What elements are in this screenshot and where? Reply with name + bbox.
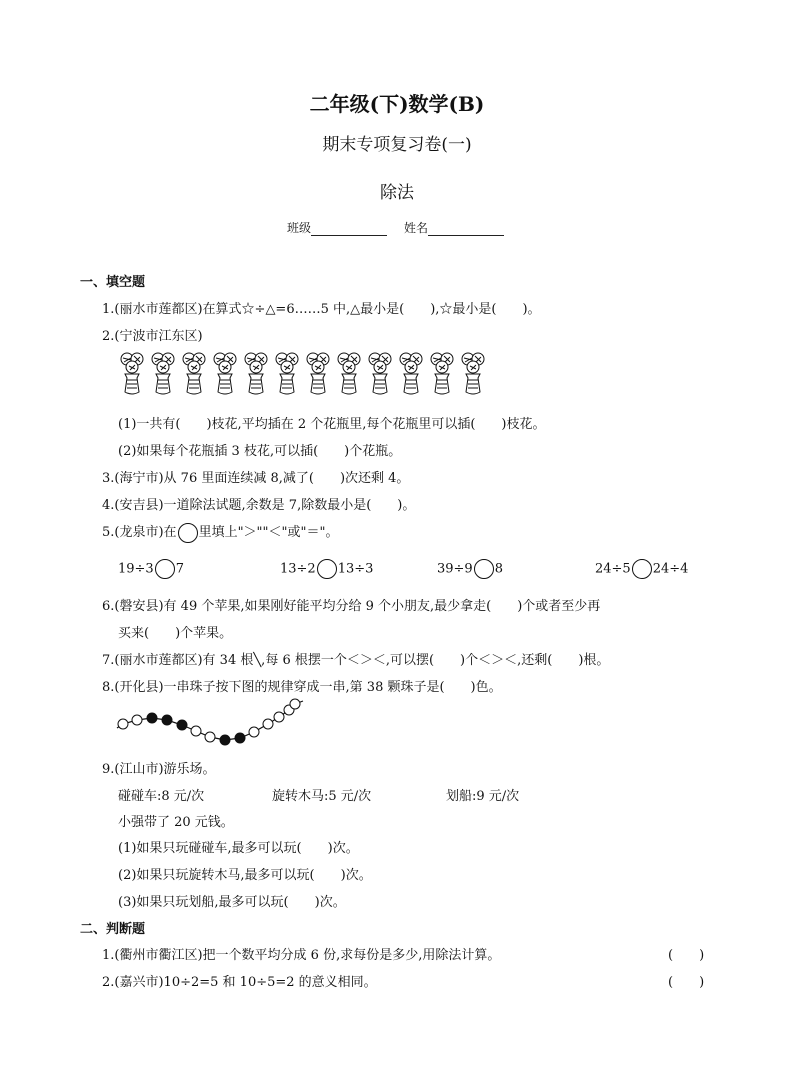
price-bumper-cars: 碰碰车:8 元/次 bbox=[118, 789, 205, 804]
section-judge-heading: 二、判断题 bbox=[80, 922, 146, 937]
page-subtitle: 期末专项复习卷(一) bbox=[322, 135, 472, 155]
flower-vase-icon bbox=[304, 350, 332, 398]
fill-question-5 bbox=[102, 521, 338, 543]
flower-vase-icon bbox=[242, 350, 270, 398]
section-fill-heading: 一、填空题 bbox=[80, 275, 146, 290]
fill-question-6-line2: 买来( )个苹果。 bbox=[118, 626, 233, 641]
fill-question-9-3: (3)如果只玩划船,最多可以玩( )次。 bbox=[118, 895, 346, 910]
fill-question-2: 2.(宁波市江东区) bbox=[102, 329, 203, 344]
fill-question-9-2: (2)如果只玩旋转木马,最多可以玩( )次。 bbox=[118, 868, 372, 883]
compare-left: 19÷3 bbox=[118, 561, 154, 577]
q5-suffix: 里填上"＞""＜"或"＝"。 bbox=[198, 525, 339, 540]
compare-circle-blank[interactable] bbox=[632, 559, 652, 579]
fill-question-9-1: (1)如果只玩碰碰车,最多可以玩( )次。 bbox=[118, 841, 359, 856]
compare-circle-blank[interactable] bbox=[155, 559, 175, 579]
bead-icon bbox=[162, 715, 172, 725]
bead-icon bbox=[132, 715, 142, 725]
bead-string-figure bbox=[115, 698, 305, 750]
flower-vase-icon bbox=[459, 350, 487, 398]
judge-question-1: 1.(衢州市衢江区)把一个数平均分成 6 份,求每份是多少,用除法计算。 bbox=[102, 948, 501, 963]
compare-right: 7 bbox=[175, 561, 184, 577]
flower-vase-icon bbox=[366, 350, 394, 398]
name-blank[interactable] bbox=[428, 223, 504, 236]
fill-question-7: 7.(丽水市莲都区)有 34 根╲,每 6 根摆一个＜＞＜,可以摆( )个＜＞＜,还剩( )根。 bbox=[102, 653, 610, 668]
bead-icon bbox=[118, 719, 128, 729]
compare-item bbox=[437, 559, 503, 579]
flower-vase-icon bbox=[180, 350, 208, 398]
compare-circle-blank[interactable] bbox=[474, 559, 494, 579]
bead-icon bbox=[249, 727, 259, 737]
fill-question-9: 9.(江山市)游乐场。 bbox=[102, 762, 216, 777]
compare-left: 13÷2 bbox=[280, 561, 316, 577]
topic-heading: 除法 bbox=[380, 183, 414, 203]
flower-vase-row bbox=[118, 350, 498, 400]
price-carousel: 旋转木马:5 元/次 bbox=[272, 789, 372, 804]
compare-right: 8 bbox=[494, 561, 503, 577]
bead-icon bbox=[177, 720, 187, 730]
fill-question-8: 8.(开化县)一串珠子按下图的规律穿成一串,第 38 颗珠子是( )色。 bbox=[102, 680, 502, 695]
judge-answer-blank-1[interactable]: ( ) bbox=[668, 948, 705, 963]
name-label: 姓名 bbox=[404, 221, 429, 235]
flower-vase-icon bbox=[428, 350, 456, 398]
bead-icon bbox=[191, 726, 201, 736]
bead-icon bbox=[263, 719, 273, 729]
page-title: 二年级(下)数学(B) bbox=[309, 92, 485, 116]
fill-question-4: 4.(安吉县)一道除法试题,余数是 7,除数最小是( )。 bbox=[102, 498, 416, 513]
bead-icon bbox=[274, 712, 284, 722]
compare-circle-icon bbox=[178, 523, 198, 543]
bead-icon bbox=[235, 733, 245, 743]
price-boat: 划船:9 元/次 bbox=[446, 789, 520, 804]
compare-right: 13÷3 bbox=[337, 561, 374, 577]
fill-question-6-line1: 6.(磐安县)有 49 个苹果,如果刚好能平均分给 9 个小朋友,最少拿走( )个或者至少再 bbox=[102, 599, 601, 614]
flower-vase-icon bbox=[397, 350, 425, 398]
compare-right: 24÷4 bbox=[652, 561, 689, 577]
flower-vase-icon bbox=[335, 350, 363, 398]
fill-question-1: 1.(丽水市莲都区)在算式☆÷△=6……5 中,△最小是( ),☆最小是( )。 bbox=[102, 302, 541, 317]
bead-icon bbox=[205, 732, 215, 742]
judge-question-2: 2.(嘉兴市)10÷2=5 和 10÷5=2 的意义相同。 bbox=[102, 975, 377, 990]
compare-item bbox=[280, 559, 373, 579]
flower-vase-icon bbox=[118, 350, 146, 398]
compare-item bbox=[595, 559, 688, 579]
compare-left: 24÷5 bbox=[595, 561, 631, 577]
bead-icon bbox=[220, 735, 230, 745]
judge-answer-blank-2[interactable]: ( ) bbox=[668, 975, 705, 990]
compare-left: 39÷9 bbox=[437, 561, 473, 577]
class-field bbox=[287, 219, 387, 236]
flower-vase-icon bbox=[273, 350, 301, 398]
fill-question-3: 3.(海宁市)从 76 里面连续减 8,减了( )次还剩 4。 bbox=[102, 471, 410, 486]
q9-money: 小强带了 20 元钱。 bbox=[118, 815, 234, 830]
q5-prefix: 5.(龙泉市)在 bbox=[102, 525, 177, 540]
compare-circle-blank[interactable] bbox=[317, 559, 337, 579]
bead-icon bbox=[290, 699, 300, 709]
class-blank[interactable] bbox=[311, 223, 387, 236]
flower-vase-icon bbox=[149, 350, 177, 398]
class-label: 班级 bbox=[287, 221, 312, 235]
fill-question-2-1: (1)一共有( )枝花,平均插在 2 个花瓶里,每个花瓶里可以插( )枝花。 bbox=[118, 417, 546, 432]
compare-item bbox=[118, 559, 184, 579]
fill-question-2-2: (2)如果每个花瓶插 3 枝花,可以插( )个花瓶。 bbox=[118, 444, 402, 459]
name-field bbox=[404, 219, 504, 236]
bead-icon bbox=[147, 713, 157, 723]
flower-vase-icon bbox=[211, 350, 239, 398]
